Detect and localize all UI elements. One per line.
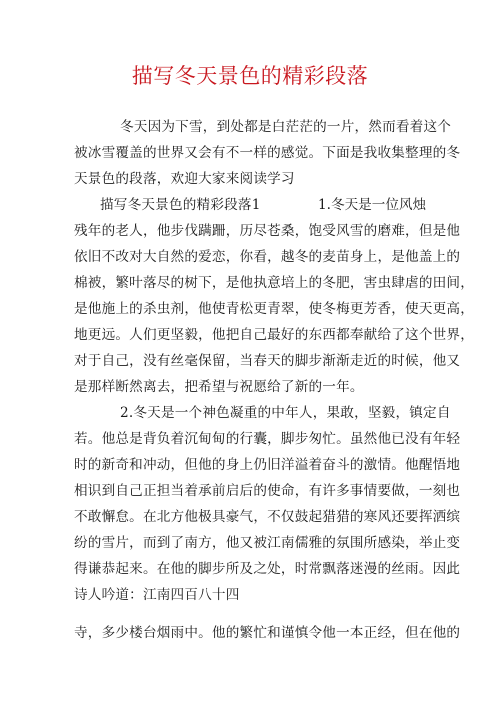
intro-line: 被冰雪覆盖的世界又会有不一样的感觉。下面是我收集整理的冬 [74,145,461,161]
paragraph-2-line: 不敢懈怠。在北方他极具豪气，不仅鼓起猎猎的寒风还要挥洒缤 [74,509,461,525]
paragraph-1-line: 对于自己，没有丝毫保留，当春天的脚步渐渐走近的时候，他又 [74,353,461,369]
paragraph-1-line: 地更远。人们更坚毅，他把自己最好的东西都奉献给了这个世界， [74,327,475,343]
intro-line: 冬天因为下雪，到处都是白茫茫的一片，然而看着这个 [120,119,452,135]
section-heading: 描写冬天景色的精彩段落1 [100,197,261,213]
paragraph-1-line: 是那样断然离去，把希望与祝愿给了新的一年。 [74,379,364,395]
paragraph-2-line: 2.冬天是一个神色凝重的中年人，果敢，坚毅，镇定自 [120,405,451,421]
paragraph-2-line: 纷的雪片，而到了南方，他又被江南儒雅的氛围所感染，举止变 [74,535,461,551]
paragraph-3-line: 寺，多少楼台烟雨中。他的繁忙和谨慎令他一本正经，但在他的 [74,625,461,641]
paragraph-2-line: 若。他总是背负着沉甸甸的行囊，脚步匆忙。虽然他已没有年轻 [74,431,461,447]
paragraph-2-line: 时的新奇和冲动，但他的身上仍旧洋溢着奋斗的激情。他醒悟地 [74,457,461,473]
paragraph-1-line: 棉被，繁叶落尽的树下，是他执意培上的冬肥，害虫肆虐的田间， [74,275,475,291]
paragraph-2-line: 得谦恭起来。在他的脚步所及之处，时常飘落迷漫的丝雨。因此 [74,561,461,577]
paragraph-2-line: 相识到自己正担当着承前启后的使命，有许多事情要做，一刻也 [74,483,461,499]
intro-line: 天景色的段落，欢迎大家来阅读学习 [74,171,295,187]
paragraph-1-line: 是他施上的杀虫剂，他使青松更青翠，使冬梅更芳香，使天更高， [74,301,475,317]
paragraph-2-line: 诗人吟道：江南四百八十四 [74,587,240,603]
document-title: 描写冬天景色的精彩段落 [131,64,369,88]
paragraph-1-line: 依旧不改对大自然的爱恋，你看，越冬的麦苗身上，是他盖上的 [74,249,461,265]
point-1-heading: 1.冬天是一位风烛 [318,197,427,213]
paragraph-1-line: 残年的老人，他步伐蹒跚，历尽苍桑，饱受风雪的磨难，但是他 [74,223,461,239]
